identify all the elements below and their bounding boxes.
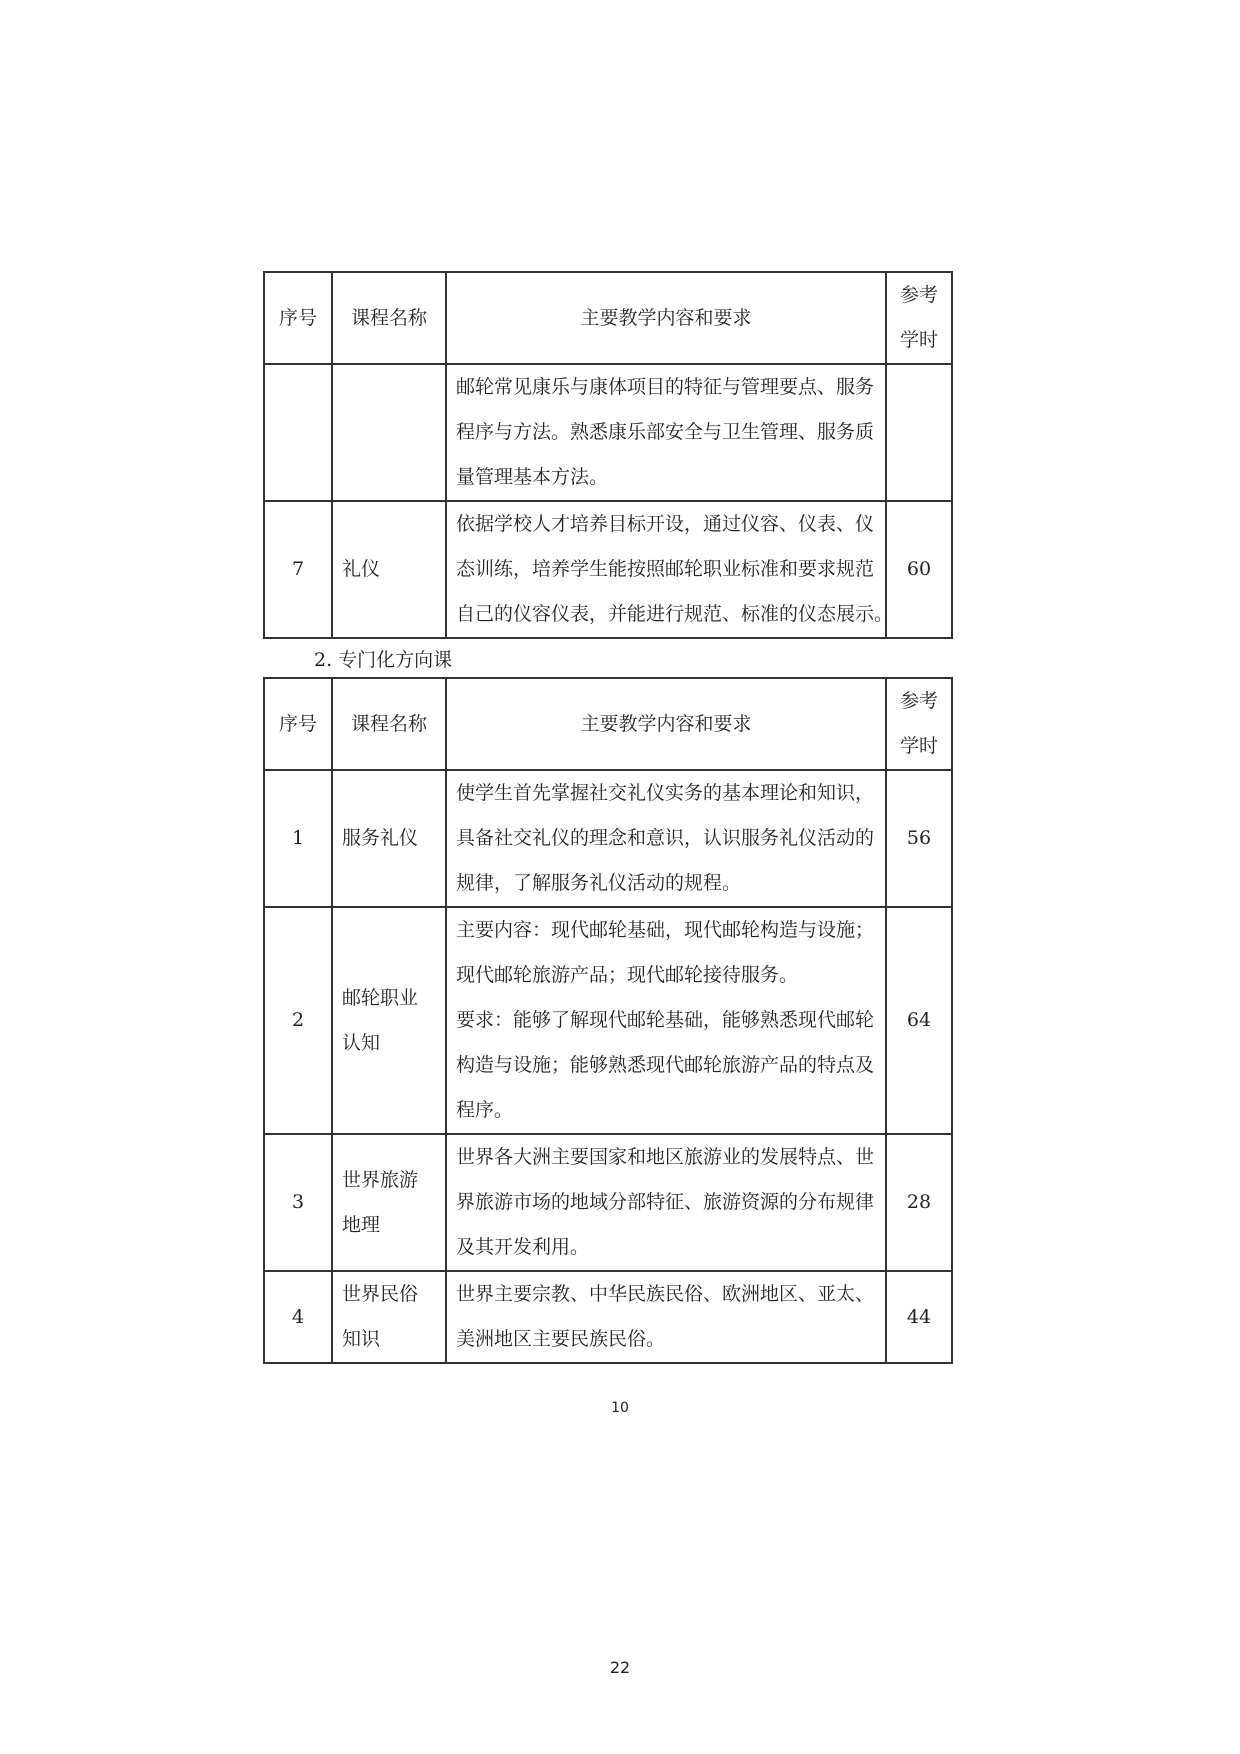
content-line: 依据学校人才培养目标开设，通过仪容、仪表、仪 xyxy=(456,513,875,535)
table-row xyxy=(264,364,952,501)
table-row xyxy=(264,1134,952,1271)
content-line: 量管理基本方法。 xyxy=(456,466,609,488)
course-table-specialized xyxy=(263,677,953,1364)
header-hours-line: 学时 xyxy=(899,329,938,351)
row-course-name xyxy=(332,770,446,907)
inner-page-number: 10 xyxy=(611,1400,629,1416)
section-heading: 2. 专门化方向课 xyxy=(314,649,453,671)
content-line: 程序与方法。熟悉康乐部安全与卫生管理、服务质 xyxy=(456,421,875,443)
content-line: 邮轮常见康乐与康体项目的特征与管理要点、服务 xyxy=(456,376,875,398)
content-line: 世界主要宗教、中华民族民俗、欧洲地区、亚太、 xyxy=(456,1283,875,1305)
header-course-name: 课程名称 xyxy=(332,272,446,364)
header-no: 序号 xyxy=(264,678,332,770)
row-course-name xyxy=(332,1271,446,1363)
row-no: 2 xyxy=(264,907,332,1134)
content-line: 具备社交礼仪的理念和意识，认识服务礼仪活动的 xyxy=(456,827,875,849)
course-name-line: 知识 xyxy=(342,1328,381,1350)
row-no: 3 xyxy=(264,1134,332,1271)
content-line: 程序。 xyxy=(456,1099,514,1121)
content-line: 使学生首先掌握社交礼仪实务的基本理论和知识， xyxy=(456,782,875,804)
row-content xyxy=(446,1134,886,1271)
course-name-line: 邮轮职业 xyxy=(342,986,419,1009)
header-hours-line: 参考 xyxy=(899,284,938,306)
row-no: 1 xyxy=(264,770,332,907)
course-name-line: 礼仪 xyxy=(342,558,381,580)
course-name-line: 世界民俗 xyxy=(342,1283,419,1305)
row-hours xyxy=(886,364,952,501)
table-row xyxy=(264,501,952,638)
content-line: 主要内容：现代邮轮基础，现代邮轮构造与设施； xyxy=(456,919,875,941)
row-course-name xyxy=(332,1134,446,1271)
header-hours-line: 学时 xyxy=(899,735,938,757)
row-hours: 64 xyxy=(886,907,952,1134)
row-hours: 56 xyxy=(886,770,952,907)
row-course-name xyxy=(332,501,446,638)
row-content xyxy=(446,770,886,907)
header-no: 序号 xyxy=(264,272,332,364)
content-line: 自己的仪容仪表，并能进行规范、标准的仪态展示。 xyxy=(456,603,894,625)
header-hours-line: 参考 xyxy=(899,690,938,712)
row-hours: 60 xyxy=(886,501,952,638)
content-line: 界旅游市场的地域分部特征、旅游资源的分布规律 xyxy=(456,1191,875,1213)
row-content xyxy=(446,501,894,638)
header-hours xyxy=(886,272,952,364)
header-course-name: 课程名称 xyxy=(332,678,446,770)
row-content xyxy=(446,907,886,1134)
content-line: 要求：能够了解现代邮轮基础，能够熟悉现代邮轮 xyxy=(456,1009,875,1031)
row-no: 4 xyxy=(264,1271,332,1363)
row-hours: 28 xyxy=(886,1134,952,1271)
course-name-line: 服务礼仪 xyxy=(342,827,419,849)
course-name-line: 认知 xyxy=(342,1031,381,1054)
table-row xyxy=(264,907,952,1134)
content-line: 及其开发利用。 xyxy=(456,1236,590,1258)
table-row xyxy=(264,1271,952,1363)
row-hours: 44 xyxy=(886,1271,952,1363)
row-no xyxy=(264,364,332,501)
row-no: 7 xyxy=(264,501,332,638)
header-content: 主要教学内容和要求 xyxy=(446,678,886,770)
table-header-row xyxy=(264,272,952,364)
row-course-name xyxy=(332,364,446,501)
header-hours xyxy=(886,678,952,770)
content-line: 态训练，培养学生能按照邮轮职业标准和要求规范 xyxy=(456,558,875,580)
table-header-row xyxy=(264,678,952,770)
row-content xyxy=(446,364,886,501)
row-course-name xyxy=(332,907,446,1134)
content-line: 美洲地区主要民族民俗。 xyxy=(456,1328,666,1350)
content-line: 规律，了解服务礼仪活动的规程。 xyxy=(456,872,742,894)
content-line: 构造与设施；能够熟悉现代邮轮旅游产品的特点及 xyxy=(456,1054,875,1076)
content-line: 世界各大洲主要国家和地区旅游业的发展特点、世 xyxy=(456,1146,875,1168)
content-line: 现代邮轮旅游产品；现代邮轮接待服务。 xyxy=(456,964,799,986)
row-content xyxy=(446,1271,886,1363)
table-row xyxy=(264,770,952,907)
page-number: 22 xyxy=(609,1658,631,1677)
course-table-general xyxy=(263,271,953,639)
course-name-line: 世界旅游 xyxy=(342,1168,419,1191)
course-name-line: 地理 xyxy=(342,1213,381,1236)
header-content: 主要教学内容和要求 xyxy=(446,272,886,364)
